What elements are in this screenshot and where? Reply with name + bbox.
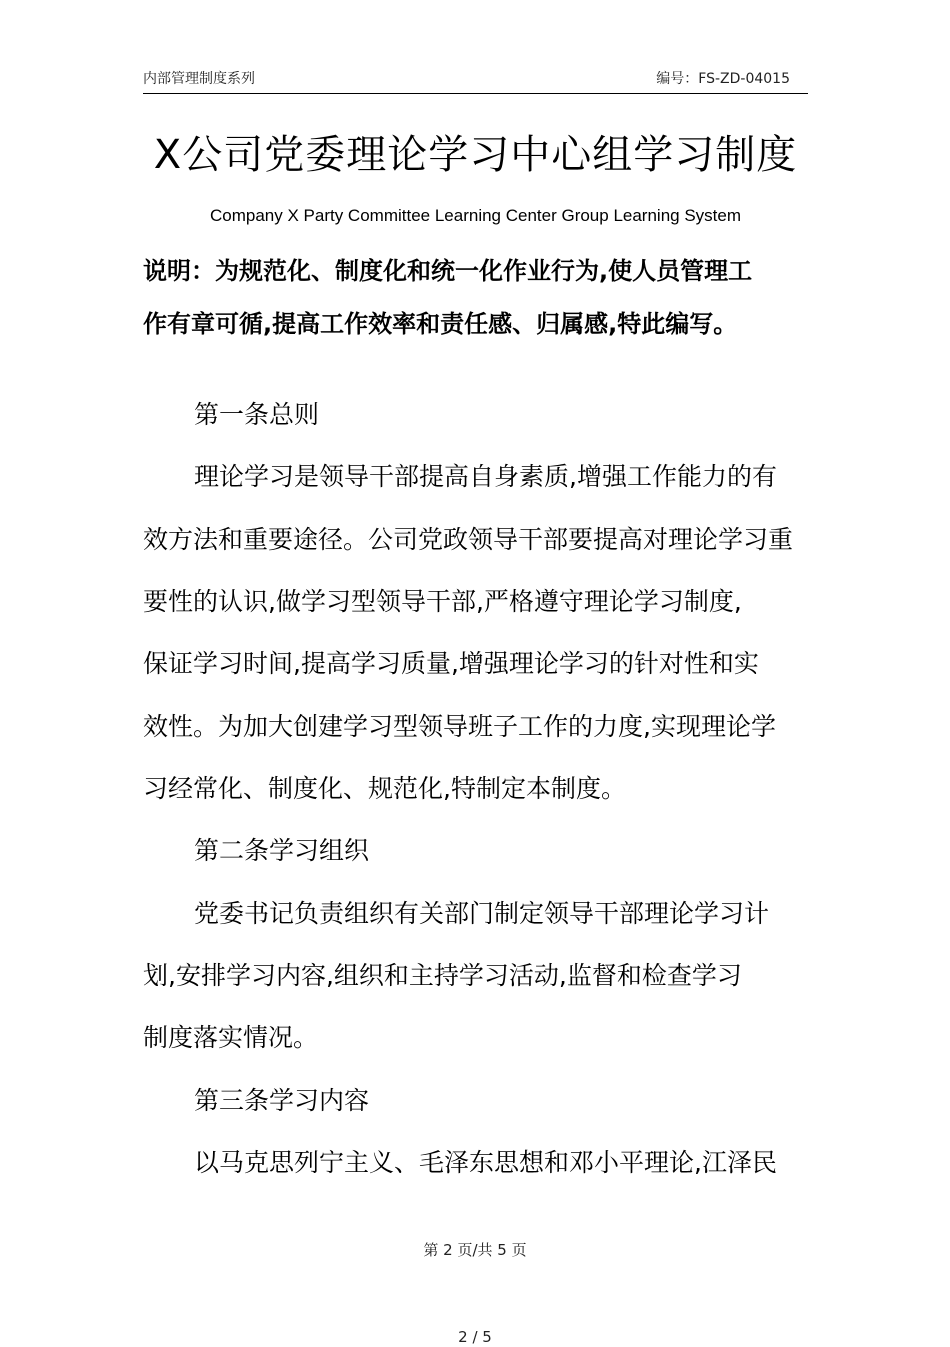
page-footer: 第 2 页/共 5 页 [423,1241,527,1259]
document-title: X公司党委理论学习中心组学习制度 [153,132,798,178]
body-line: 党委书记负责组织有关部门制定领导干部理论学习计 [194,899,770,928]
header-series: 内部管理制度系列 [143,71,255,87]
body-line: 制度落实情况。 [143,1023,319,1052]
section-heading: 第一条总则 [194,400,320,429]
body-line: 理论学习是领导干部提高自身素质,增强工作能力的有 [194,462,777,491]
section-heading: 第二条学习组织 [194,836,370,865]
body-line: 要性的认识,做学习型领导干部,严格遵守理论学习制度, [143,587,742,616]
body-line: 划,安排学习内容,组织和主持学习活动,监督和检查学习 [143,961,742,990]
header-code: 编号：FS-ZD-04015 [656,71,790,87]
body-line: 效方法和重要途径。公司党政领导干部要提高对理论学习重 [143,525,794,554]
intro-line: 作有章可循,提高工作效率和责任感、归属感,特此编写。 [143,310,738,338]
body-line: 效性。为加大创建学习型领导班子工作的力度,实现理论学 [143,712,776,741]
intro-line: 说明：为规范化、制度化和统一化作业行为,使人员管理工 [143,257,753,285]
header-divider [143,93,808,94]
document-subtitle: Company X Party Committee Learning Center Group Learning System [209,206,742,225]
body-line: 以马克思列宁主义、毛泽东思想和邓小平理论,江泽民 [194,1148,777,1177]
intro-note [143,245,808,351]
page-indicator: 2 / 5 [458,1328,492,1346]
section-heading: 第三条学习内容 [194,1086,370,1115]
body-line: 习经常化、制度化、规范化,特制定本制度。 [143,774,626,803]
body-line: 保证学习时间,提高学习质量,增强理论学习的针对性和实 [143,649,759,678]
